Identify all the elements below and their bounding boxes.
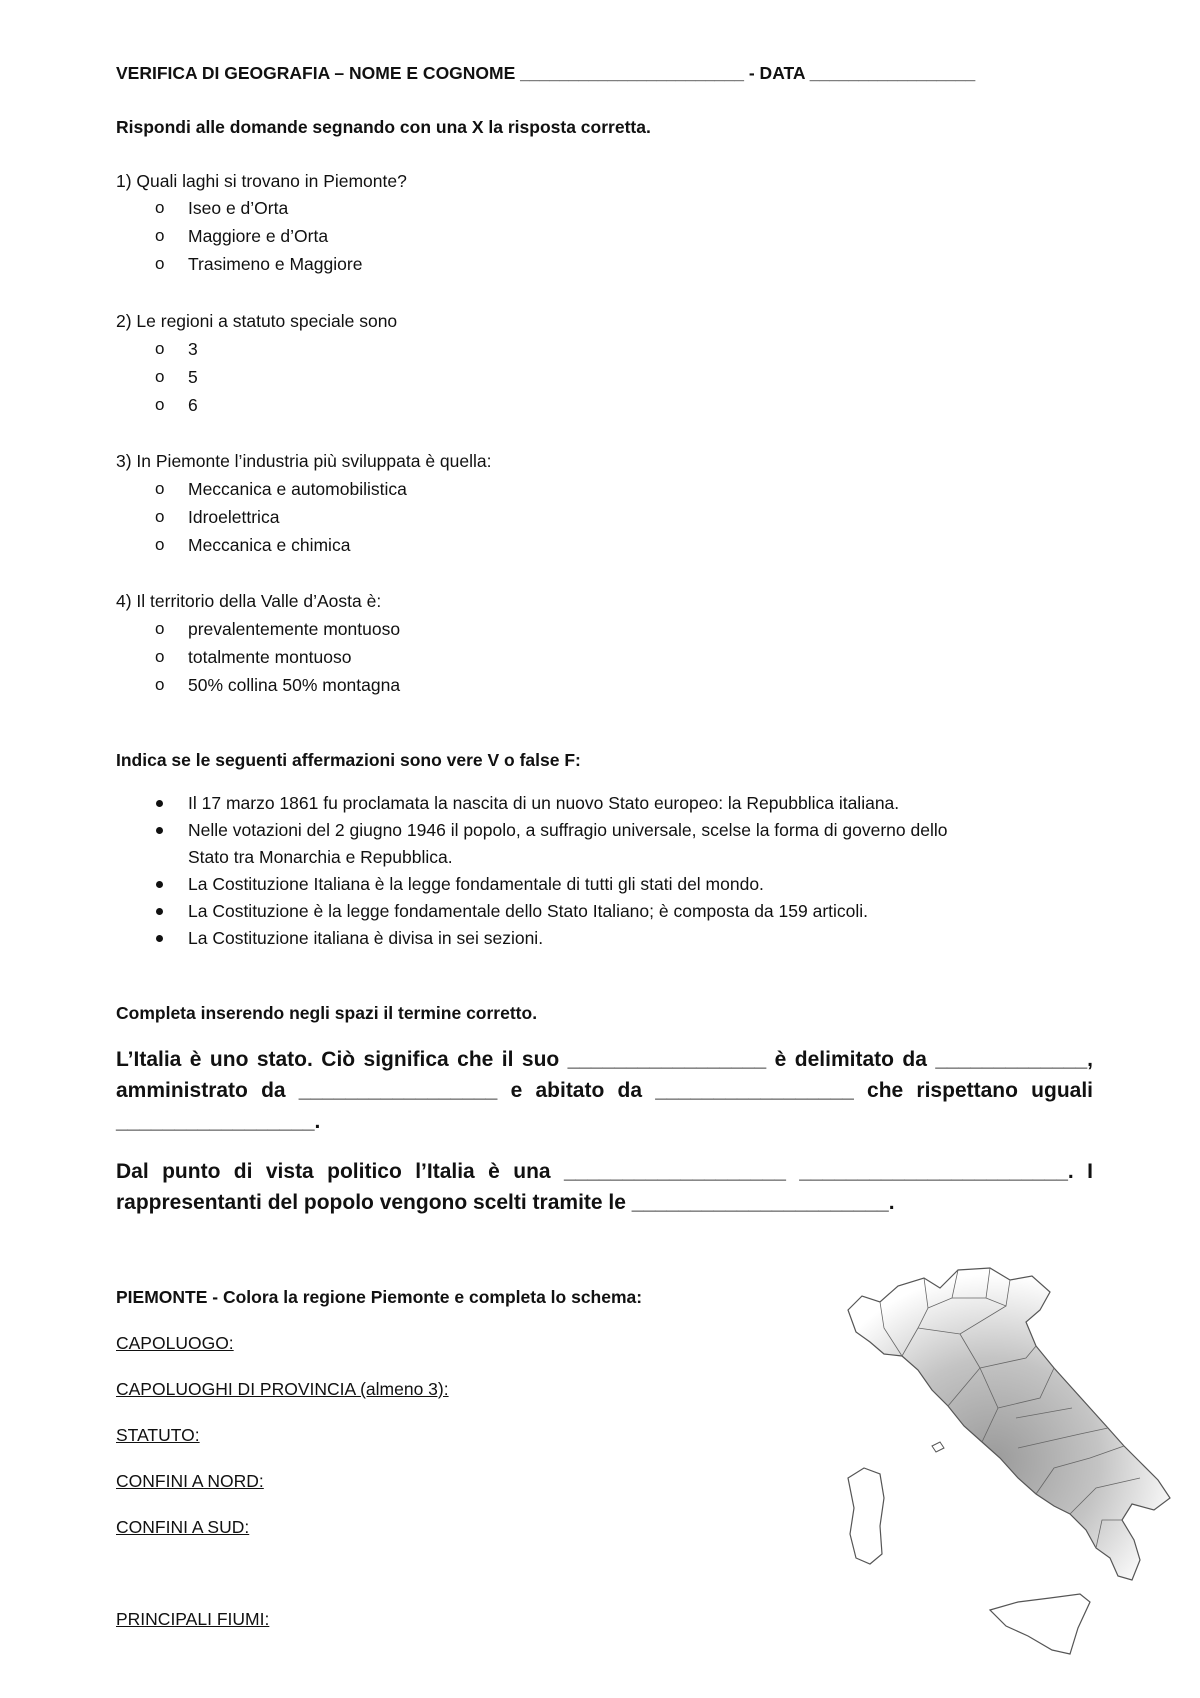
statement-3[interactable]: La Costituzione Italiana è la legge fondamentale di tutti gli stati del mondo. xyxy=(188,874,764,894)
option-marker[interactable]: o xyxy=(155,395,165,414)
q2-option-1: 3 xyxy=(188,339,198,359)
italy-map[interactable] xyxy=(840,1258,1180,1660)
q2-option-3: 6 xyxy=(188,395,198,415)
q4-option-3: 50% collina 50% montagna xyxy=(188,675,401,695)
field-confini-sud[interactable]: CONFINI A SUD: xyxy=(116,1517,250,1537)
q3-option-2: Idroelettrica xyxy=(188,507,280,527)
field-confini-nord[interactable]: CONFINI A NORD: xyxy=(116,1471,264,1491)
q3-option-3: Meccanica e chimica xyxy=(188,535,351,555)
option-marker[interactable]: o xyxy=(155,507,165,526)
option-marker[interactable]: o xyxy=(155,367,165,386)
q4-option-2: totalmente montuoso xyxy=(188,647,352,667)
bullet-icon xyxy=(156,827,163,834)
bullet-icon xyxy=(156,935,163,942)
question-4: 4) Il territorio della Valle d’Aosta è: xyxy=(116,591,382,611)
q4-option-1: prevalentemente montuoso xyxy=(188,619,401,639)
worksheet-title: VERIFICA DI GEOGRAFIA – NOME E COGNOME _______________________ - DATA _________________ xyxy=(116,63,976,83)
option-marker[interactable]: o xyxy=(155,479,165,498)
question-2: 2) Le regioni a statuto speciale sono xyxy=(116,311,398,331)
option-marker[interactable]: o xyxy=(155,226,165,245)
option-marker[interactable]: o xyxy=(155,675,165,694)
bullet-icon xyxy=(156,908,163,915)
true-false-heading: Indica se le seguenti affermazioni sono vere V o false F: xyxy=(116,750,581,770)
question-3: 3) In Piemonte l’industria più sviluppata è quella: xyxy=(116,451,492,471)
sicily xyxy=(990,1594,1090,1654)
q1-option-1: Iseo e d’Orta xyxy=(188,198,289,218)
statement-2-continuation: Stato tra Monarchia e Repubblica. xyxy=(188,847,453,867)
q2-option-2: 5 xyxy=(188,367,198,387)
field-principali-fiumi[interactable]: PRINCIPALI FIUMI: xyxy=(116,1609,270,1629)
bullet-icon xyxy=(156,800,163,807)
q1-option-2: Maggiore e d’Orta xyxy=(188,226,329,246)
option-marker[interactable]: o xyxy=(155,339,165,358)
question-1: 1) Quali laghi si trovano in Piemonte? xyxy=(116,171,407,191)
field-capoluogo[interactable]: CAPOLUOGO: xyxy=(116,1333,234,1353)
field-statuto[interactable]: STATUTO: xyxy=(116,1425,200,1445)
elba-island xyxy=(932,1442,944,1452)
option-marker[interactable]: o xyxy=(155,619,165,638)
option-marker[interactable]: o xyxy=(155,254,165,273)
completion-heading: Completa inserendo negli spazi il termine corretto. xyxy=(116,1003,538,1023)
bullet-icon xyxy=(156,881,163,888)
option-marker[interactable]: o xyxy=(155,198,165,217)
completion-paragraph-2[interactable]: Dal punto di vista politico l’Italia è una ___________________ _______________________. I rappresentanti del popolo vengono scelti tramite le ______________________. xyxy=(116,1160,1093,1214)
q1-option-3: Trasimeno e Maggiore xyxy=(188,254,363,274)
field-capoluoghi-provincia[interactable]: CAPOLUOGHI DI PROVINCIA (almeno 3): xyxy=(116,1379,449,1399)
sardinia xyxy=(848,1468,884,1564)
statement-4[interactable]: La Costituzione è la legge fondamentale dello Stato Italiano; è composta da 159 articoli. xyxy=(188,901,869,921)
statement-5[interactable]: La Costituzione italiana è divisa in sei sezioni. xyxy=(188,928,544,948)
instructions-heading: Rispondi alle domande segnando con una X la risposta corretta. xyxy=(116,117,651,137)
option-marker[interactable]: o xyxy=(155,535,165,554)
piemonte-heading: PIEMONTE - Colora la regione Piemonte e completa lo schema: xyxy=(116,1287,643,1307)
q3-option-1: Meccanica e automobilistica xyxy=(188,479,407,499)
statement-1[interactable]: Il 17 marzo 1861 fu proclamata la nascita di un nuovo Stato europeo: la Repubblica italiana. xyxy=(188,793,900,813)
italy-mainland xyxy=(848,1268,1170,1580)
completion-paragraph-1[interactable]: L’Italia è uno stato. Ciò significa che il suo _________________ è delimitato da _____________, amministrato da _________________ e abitato da _________________ che rispettano uguali _________________. xyxy=(116,1048,1093,1133)
option-marker[interactable]: o xyxy=(155,647,165,666)
statement-2[interactable]: Nelle votazioni del 2 giugno 1946 il popolo, a suffragio universale, scelse la forma di governo dello xyxy=(188,820,948,840)
